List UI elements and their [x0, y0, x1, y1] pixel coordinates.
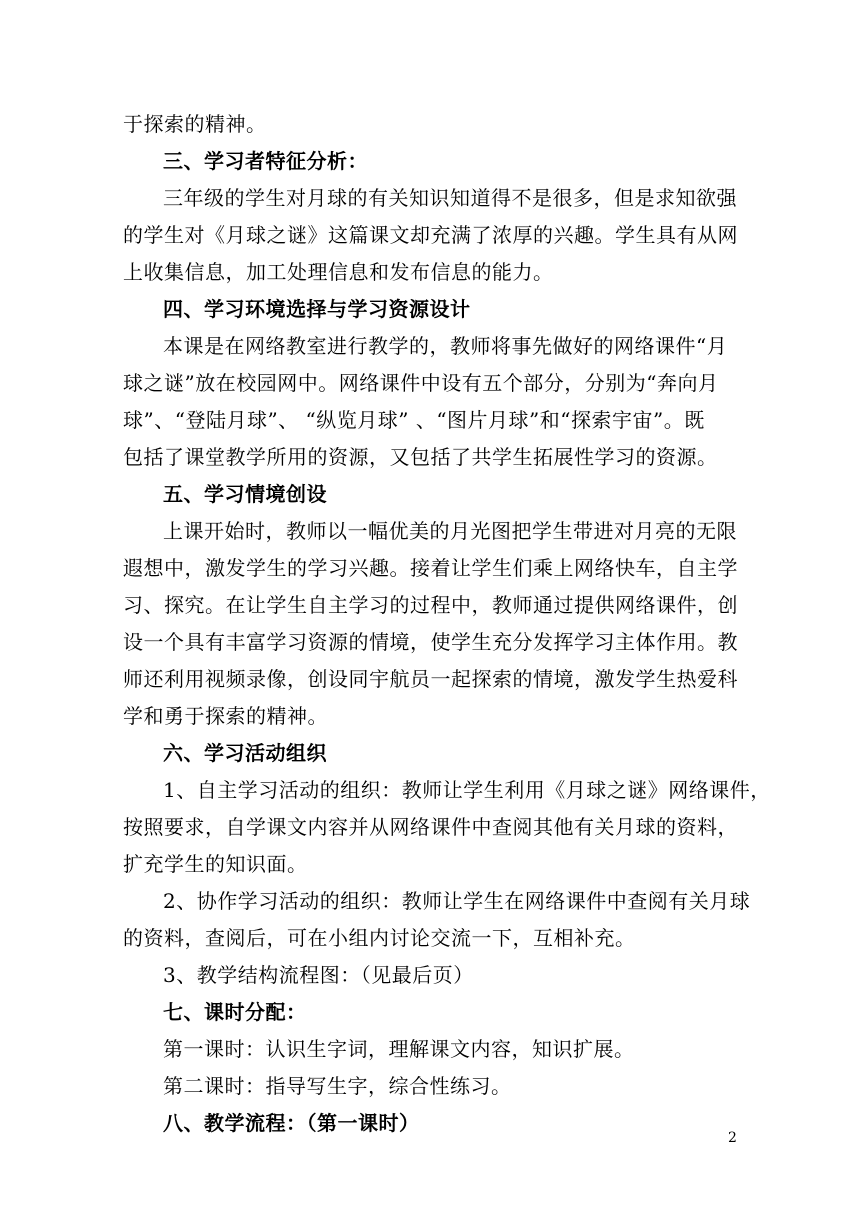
section-heading: 五、学习情境创设 — [163, 482, 327, 506]
section-heading: 三、学习者特征分析： — [163, 149, 368, 173]
section-heading: 四、学习环境选择与学习资源设计 — [163, 297, 471, 321]
text-line: 于探索的精神。 — [123, 112, 267, 136]
section-heading: 七、课时分配： — [163, 1000, 307, 1024]
text-line: 遐想中，激发学生的学习兴趣。接着让学生们乘上网络快车，自主学 — [123, 556, 738, 580]
text-line: 第二课时：指导写生字，综合性练习。 — [163, 1074, 512, 1098]
text-line: 的资料，查阅后，可在小组内讨论交流一下，互相补充。 — [123, 926, 636, 950]
text-line: 习、探究。在让学生自主学习的过程中，教师通过提供网络课件，创 — [123, 593, 738, 617]
text-line: 2、协作学习活动的组织：教师让学生在网络课件中查阅有关月球 — [163, 889, 751, 913]
text-line: 包括了课堂教学所用的资源，又包括了共学生拓展性学习的资源。 — [123, 445, 718, 469]
section-heading: 八、教学流程：（第一课时） — [163, 1111, 420, 1135]
text-line: 扩充学生的知识面。 — [123, 852, 308, 876]
page-number: 2 — [728, 1130, 737, 1146]
text-line: 设一个具有丰富学习资源的情境，使学生充分发挥学习主体作用。教 — [123, 630, 738, 654]
text-line: 上收集信息，加工处理信息和发布信息的能力。 — [123, 260, 554, 284]
text-line: 1、自主学习活动的组织：教师让学生利用《月球之谜》网络课件， — [163, 778, 771, 802]
text-line: 的学生对《月球之谜》这篇课文却充满了浓厚的兴趣。学生具有从网 — [123, 223, 738, 247]
text-line: 按照要求，自学课文内容并从网络课件中查阅其他有关月球的资料， — [123, 815, 738, 839]
text-line: 3、教学结构流程图：（见最后页） — [163, 963, 474, 987]
text-line: 第一课时：认识生字词，理解课文内容，知识扩展。 — [163, 1037, 635, 1061]
section-heading: 六、学习活动组织 — [163, 741, 327, 765]
text-line: 球之谜”放在校园网中。网络课件中设有五个部分，分别为“奔向月 — [123, 371, 719, 395]
text-line: 上课开始时，教师以一幅优美的月光图把学生带进对月亮的无限 — [163, 519, 737, 543]
text-line: 球”、“登陆月球”、 “纵览月球” 、“图片月球”和“探索宇宙”。既 — [123, 408, 705, 432]
text-line: 学和勇于探索的精神。 — [123, 704, 328, 728]
text-line: 师还利用视频录像，创设同宇航员一起探索的情境，激发学生热爱科 — [123, 667, 738, 691]
text-line: 三年级的学生对月球的有关知识知道得不是很多，但是求知欲强 — [163, 186, 737, 210]
text-line: 本课是在网络教室进行教学的，教师将事先做好的网络课件“月 — [163, 334, 728, 358]
